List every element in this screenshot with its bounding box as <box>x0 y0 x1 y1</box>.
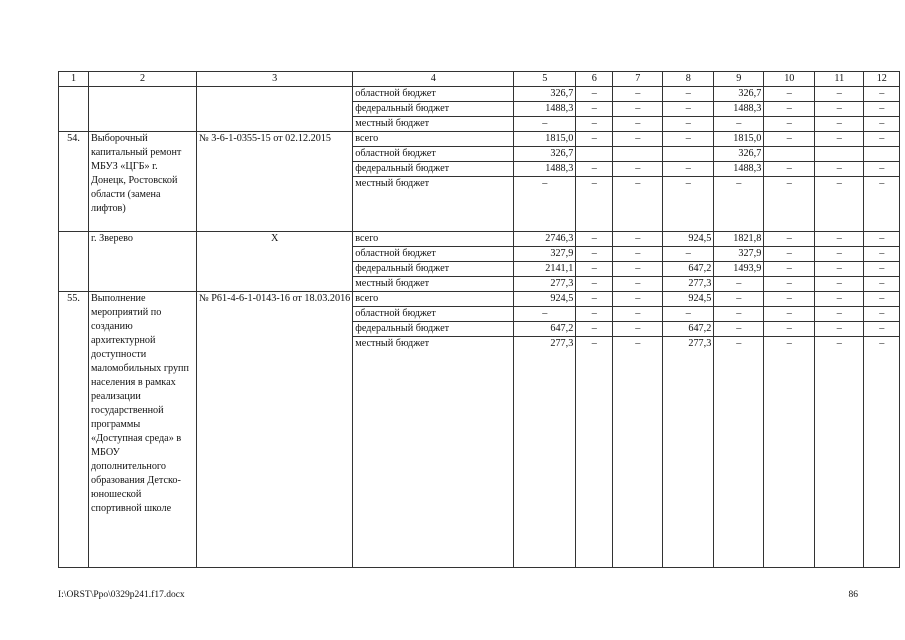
value-cell: 2746,3 <box>514 232 576 247</box>
value-cell: – <box>864 307 900 322</box>
column-header: 11 <box>815 72 864 87</box>
value-cell <box>815 147 864 162</box>
value-cell: – <box>864 232 900 247</box>
value-cell: 1815,0 <box>514 132 576 147</box>
budget-type-cell: местный бюджет <box>353 177 514 232</box>
budget-type-cell: областной бюджет <box>353 247 514 262</box>
column-header: 5 <box>514 72 576 87</box>
value-cell: 1815,0 <box>714 132 764 147</box>
budget-type-cell: всего <box>353 232 514 247</box>
budget-type-cell: местный бюджет <box>353 337 514 568</box>
contract-cell: № 3-6-1-0355-15 от 02.12.2015 <box>197 132 353 232</box>
value-cell: – <box>613 132 663 147</box>
value-cell: – <box>576 132 613 147</box>
value-cell <box>864 147 900 162</box>
value-cell: – <box>864 87 900 102</box>
value-cell: – <box>576 117 613 132</box>
value-cell: – <box>576 292 613 307</box>
value-cell: – <box>815 177 864 232</box>
value-cell: 1821,8 <box>714 232 764 247</box>
value-cell: 1488,3 <box>714 162 764 177</box>
value-cell: – <box>663 132 714 147</box>
budget-type-cell: федеральный бюджет <box>353 162 514 177</box>
column-header: 10 <box>764 72 815 87</box>
object-name-cell: г. Зверево <box>89 232 197 292</box>
row-number-cell <box>59 232 89 292</box>
value-cell: – <box>663 247 714 262</box>
value-cell: – <box>764 132 815 147</box>
value-cell: – <box>613 87 663 102</box>
budget-type-cell: всего <box>353 132 514 147</box>
contract-cell: Х <box>197 232 353 292</box>
value-cell: – <box>576 337 613 568</box>
value-cell: – <box>864 247 900 262</box>
value-cell: – <box>764 337 815 568</box>
value-cell: – <box>815 262 864 277</box>
object-name-cell <box>89 87 197 132</box>
file-path: I:\ORST\Ppo\0329p241.f17.docx <box>58 590 185 600</box>
value-cell: – <box>815 232 864 247</box>
contract-cell: № Р61-4-6-1-0143-16 от 18.03.2016 <box>197 292 353 568</box>
value-cell: – <box>576 247 613 262</box>
value-cell: – <box>764 232 815 247</box>
budget-table <box>58 71 900 568</box>
value-cell: – <box>764 177 815 232</box>
value-cell: – <box>714 337 764 568</box>
value-cell: – <box>514 117 576 132</box>
value-cell: – <box>576 277 613 292</box>
budget-type-cell: местный бюджет <box>353 277 514 292</box>
value-cell: – <box>864 177 900 232</box>
value-cell: – <box>864 262 900 277</box>
budget-type-cell: областной бюджет <box>353 87 514 102</box>
value-cell: – <box>613 292 663 307</box>
value-cell: – <box>663 177 714 232</box>
value-cell: – <box>864 117 900 132</box>
value-cell: – <box>576 87 613 102</box>
value-cell: 327,9 <box>514 247 576 262</box>
value-cell: – <box>864 102 900 117</box>
column-header: 7 <box>613 72 663 87</box>
value-cell: – <box>815 337 864 568</box>
budget-type-cell: местный бюджет <box>353 117 514 132</box>
object-name-cell: Выборочный капитальный ремонт МБУЗ «ЦГБ» г. Донецк, Ростовской области (замена лифтов) <box>89 132 197 232</box>
value-cell: – <box>764 102 815 117</box>
value-cell: – <box>714 177 764 232</box>
object-name-cell: Выполнение мероприятий по созданию архитектурной доступности маломобильных групп населения в рамках реализации государственной программы «Доступная среда» в МБОУ дополнительного образования Детско-юношеской спортивной школе <box>89 292 197 568</box>
value-cell: – <box>576 322 613 337</box>
budget-type-cell: федеральный бюджет <box>353 102 514 117</box>
table-row <box>59 132 900 147</box>
value-cell <box>663 147 714 162</box>
value-cell: – <box>613 247 663 262</box>
column-header: 9 <box>714 72 764 87</box>
column-header: 12 <box>864 72 900 87</box>
value-cell <box>764 147 815 162</box>
value-cell: 647,2 <box>663 322 714 337</box>
budget-type-cell: областной бюджет <box>353 307 514 322</box>
value-cell: 326,7 <box>514 87 576 102</box>
value-cell: – <box>613 232 663 247</box>
value-cell: – <box>815 247 864 262</box>
value-cell: – <box>764 262 815 277</box>
page-number: 86 <box>848 590 858 600</box>
value-cell: – <box>764 162 815 177</box>
value-cell: – <box>815 292 864 307</box>
value-cell: 647,2 <box>663 262 714 277</box>
row-number-cell <box>59 87 89 132</box>
value-cell: – <box>764 322 815 337</box>
value-cell <box>613 147 663 162</box>
column-header: 6 <box>576 72 613 87</box>
value-cell: – <box>613 102 663 117</box>
value-cell: – <box>815 87 864 102</box>
value-cell: 924,5 <box>663 232 714 247</box>
value-cell: – <box>714 277 764 292</box>
value-cell: 277,3 <box>663 277 714 292</box>
value-cell: 277,3 <box>663 337 714 568</box>
value-cell: 924,5 <box>514 292 576 307</box>
value-cell: – <box>613 262 663 277</box>
value-cell: 326,7 <box>714 87 764 102</box>
value-cell: – <box>764 117 815 132</box>
value-cell: – <box>613 177 663 232</box>
value-cell: – <box>663 117 714 132</box>
value-cell: – <box>864 322 900 337</box>
value-cell: – <box>714 322 764 337</box>
value-cell: 1488,3 <box>514 102 576 117</box>
value-cell: – <box>576 102 613 117</box>
value-cell: – <box>764 307 815 322</box>
value-cell: 326,7 <box>714 147 764 162</box>
value-cell: – <box>663 307 714 322</box>
value-cell: – <box>613 117 663 132</box>
value-cell: – <box>864 277 900 292</box>
value-cell: – <box>663 162 714 177</box>
value-cell: – <box>663 102 714 117</box>
column-header: 4 <box>353 72 514 87</box>
budget-type-cell: федеральный бюджет <box>353 322 514 337</box>
value-cell: 277,3 <box>514 337 576 568</box>
row-number-cell: 54. <box>59 132 89 232</box>
header-row <box>59 72 900 87</box>
value-cell: – <box>764 247 815 262</box>
value-cell: – <box>514 307 576 322</box>
value-cell <box>576 147 613 162</box>
value-cell: – <box>714 307 764 322</box>
value-cell: 924,5 <box>663 292 714 307</box>
value-cell: – <box>815 162 864 177</box>
value-cell: – <box>864 132 900 147</box>
column-header: 1 <box>59 72 89 87</box>
value-cell: 2141,1 <box>514 262 576 277</box>
value-cell: – <box>714 292 764 307</box>
value-cell: – <box>613 307 663 322</box>
value-cell: – <box>663 87 714 102</box>
value-cell: – <box>815 117 864 132</box>
budget-type-cell: всего <box>353 292 514 307</box>
value-cell: – <box>815 132 864 147</box>
column-header: 8 <box>663 72 714 87</box>
value-cell: 1493,9 <box>714 262 764 277</box>
value-cell: – <box>613 162 663 177</box>
value-cell: – <box>514 177 576 232</box>
table-row <box>59 292 900 307</box>
value-cell: – <box>613 322 663 337</box>
value-cell: 647,2 <box>514 322 576 337</box>
value-cell: – <box>764 292 815 307</box>
value-cell: – <box>576 307 613 322</box>
budget-type-cell: федеральный бюджет <box>353 262 514 277</box>
value-cell: – <box>815 322 864 337</box>
row-number-cell: 55. <box>59 292 89 568</box>
value-cell: – <box>864 337 900 568</box>
value-cell: – <box>576 162 613 177</box>
column-header: 2 <box>89 72 197 87</box>
value-cell: 277,3 <box>514 277 576 292</box>
budget-type-cell: областной бюджет <box>353 147 514 162</box>
value-cell: 1488,3 <box>514 162 576 177</box>
table-row <box>59 87 900 102</box>
value-cell: – <box>764 277 815 292</box>
value-cell: – <box>864 162 900 177</box>
value-cell: – <box>576 262 613 277</box>
value-cell: 1488,3 <box>714 102 764 117</box>
value-cell: – <box>815 307 864 322</box>
contract-cell <box>197 87 353 132</box>
value-cell: – <box>764 87 815 102</box>
value-cell: – <box>815 277 864 292</box>
value-cell: – <box>864 292 900 307</box>
value-cell: – <box>613 277 663 292</box>
value-cell: – <box>613 337 663 568</box>
value-cell: – <box>714 117 764 132</box>
value-cell: 327,9 <box>714 247 764 262</box>
column-header: 3 <box>197 72 353 87</box>
value-cell: – <box>576 177 613 232</box>
value-cell: – <box>815 102 864 117</box>
value-cell: 326,7 <box>514 147 576 162</box>
table-row <box>59 232 900 247</box>
value-cell: – <box>576 232 613 247</box>
